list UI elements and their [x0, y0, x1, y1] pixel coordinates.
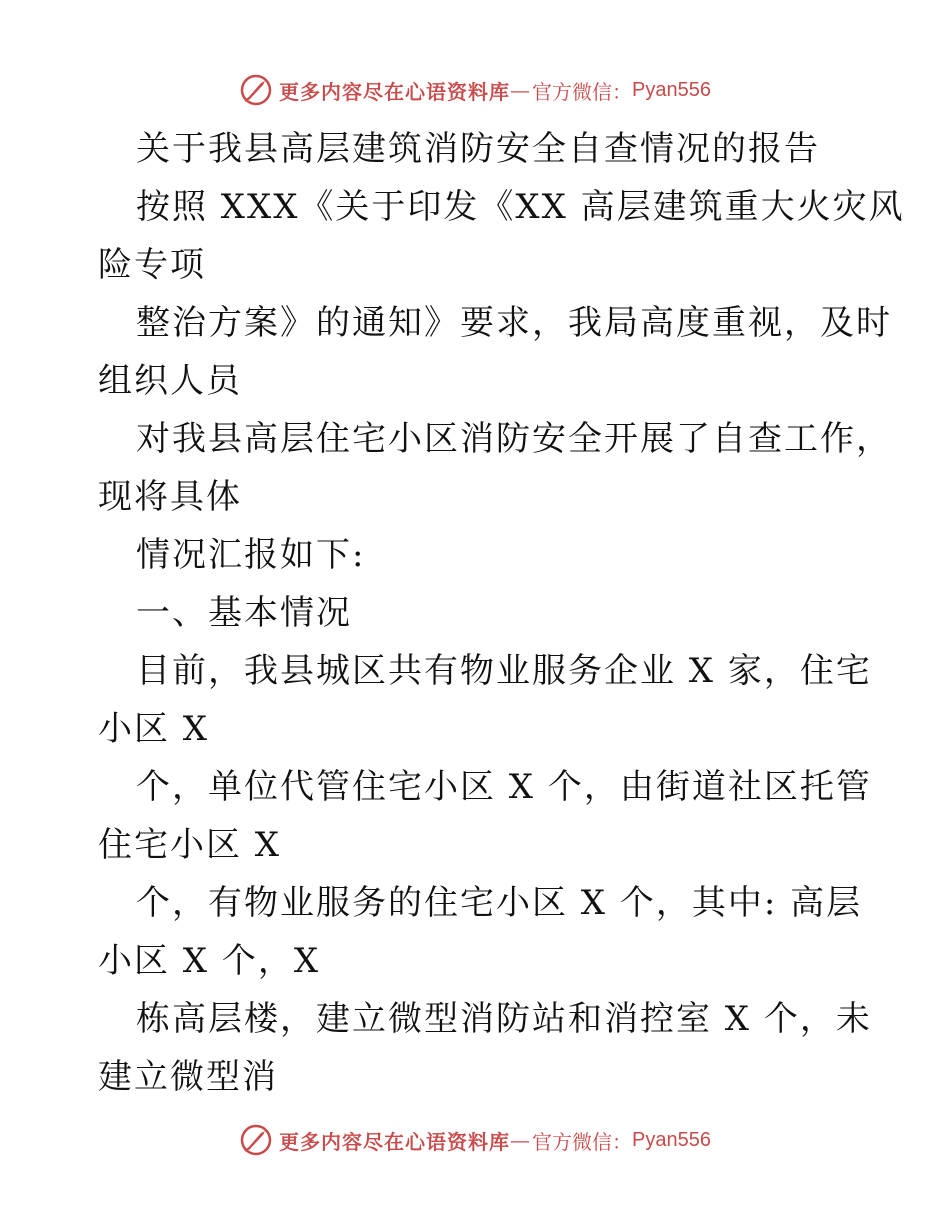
quill-logo-icon: [239, 73, 273, 107]
document-body: [98, 120, 905, 1106]
watermark-wechat-id: Pyan556: [632, 78, 711, 101]
footer-watermark: [0, 1120, 950, 1160]
doc-line: 关于我县高层建筑消防安全自查情况的报告: [136, 129, 820, 169]
doc-line: 小区 X: [98, 709, 210, 749]
doc-line: 栋高层楼，建立微型消防站和消控室 X 个，未: [136, 999, 872, 1039]
watermark-brand: 更多内容尽在心语资料库: [279, 1129, 511, 1154]
doc-line: 整治方案》的通知》要求，我局高度重视，及时: [136, 303, 892, 343]
doc-line: 个，有物业服务的住宅小区 X 个，其中: 高层: [136, 883, 863, 923]
doc-line: 情况汇报如下:: [136, 535, 366, 575]
watermark-separator: —: [510, 1128, 531, 1152]
doc-line: 险专项: [98, 245, 206, 285]
quill-logo-icon: [239, 1123, 273, 1157]
doc-line: 按照 XXX《关于印发《XX 高层建筑重大火灾风: [136, 187, 905, 227]
doc-line: 建立微型消: [98, 1057, 278, 1097]
doc-line: 个，单位代管住宅小区 X 个，由街道社区托管: [136, 767, 872, 807]
watermark-wechat-label: 官方微信：: [532, 1129, 633, 1154]
doc-line: 一、基本情况: [136, 593, 352, 633]
doc-line: 组织人员: [98, 361, 242, 401]
watermark-separator: —: [510, 78, 531, 102]
doc-line: 现将具体: [98, 477, 242, 517]
doc-line: 目前，我县城区共有物业服务企业 X 家，住宅: [136, 651, 872, 691]
doc-line: 对我县高层住宅小区消防安全开展了自查工作，: [136, 419, 892, 459]
watermark-wechat-label: 官方微信：: [532, 79, 633, 104]
watermark-wechat-id: Pyan556: [632, 1128, 711, 1151]
doc-line: 小区 X 个，X: [98, 941, 321, 981]
watermark-brand: 更多内容尽在心语资料库: [279, 79, 511, 104]
header-watermark: [0, 70, 950, 110]
doc-line: 住宅小区 X: [98, 825, 282, 865]
